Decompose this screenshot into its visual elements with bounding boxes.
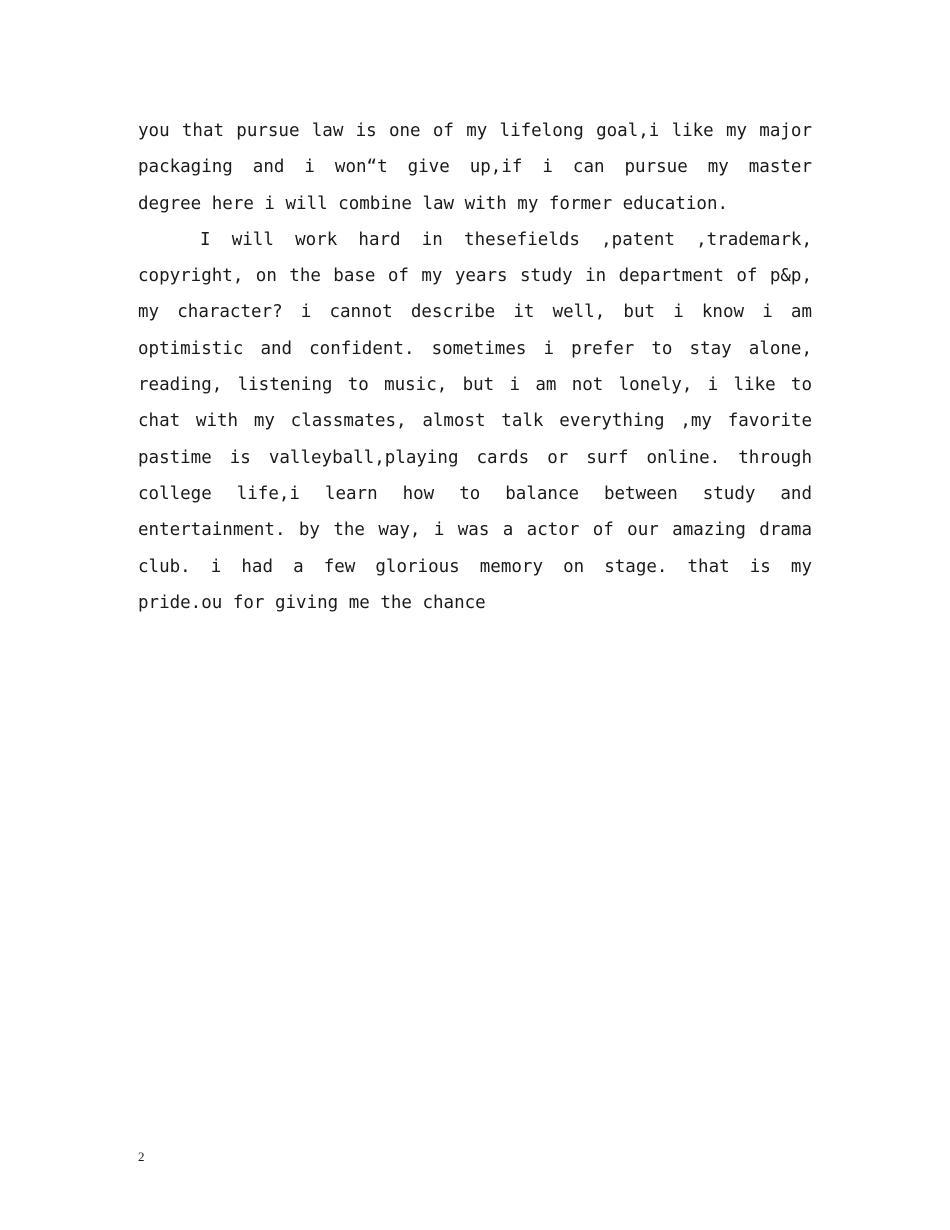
text-line: my character? i cannot describe it well, but i know i am <box>138 302 812 323</box>
text-line: copyright, on the base of my years study in department of p&p, <box>138 266 812 287</box>
text-line: reading, listening to music, but i am not lonely, i like to <box>138 375 812 396</box>
text-line: I will work hard in thesefields ,patent ,trademark, <box>200 229 812 250</box>
paragraph-1 <box>138 113 812 222</box>
text-line: packaging and i won“t give up,if i can pursue my master <box>138 157 812 178</box>
text-line: pride.ou for giving me the chance <box>138 592 486 613</box>
text-line: club. i had a few glorious memory on stage. that is my <box>138 556 812 577</box>
text-line: optimistic and confident. sometimes i prefer to stay alone, <box>138 338 812 359</box>
text-line: pastime is valleyball,playing cards or surf online. through <box>138 447 812 468</box>
paragraph-2 <box>138 222 812 621</box>
text-line: college life,i learn how to balance between study and <box>138 483 812 504</box>
body-text <box>138 113 812 621</box>
text-line: degree here i will combine law with my former education. <box>138 193 729 214</box>
page-number: 2 <box>138 1149 145 1164</box>
text-line: you that pursue law is one of my lifelong goal,i like my major <box>138 121 812 141</box>
text-line: chat with my classmates, almost talk everything ,my favorite <box>138 411 812 432</box>
text-line: entertainment. by the way, i was a actor of our amazing drama <box>138 520 812 541</box>
